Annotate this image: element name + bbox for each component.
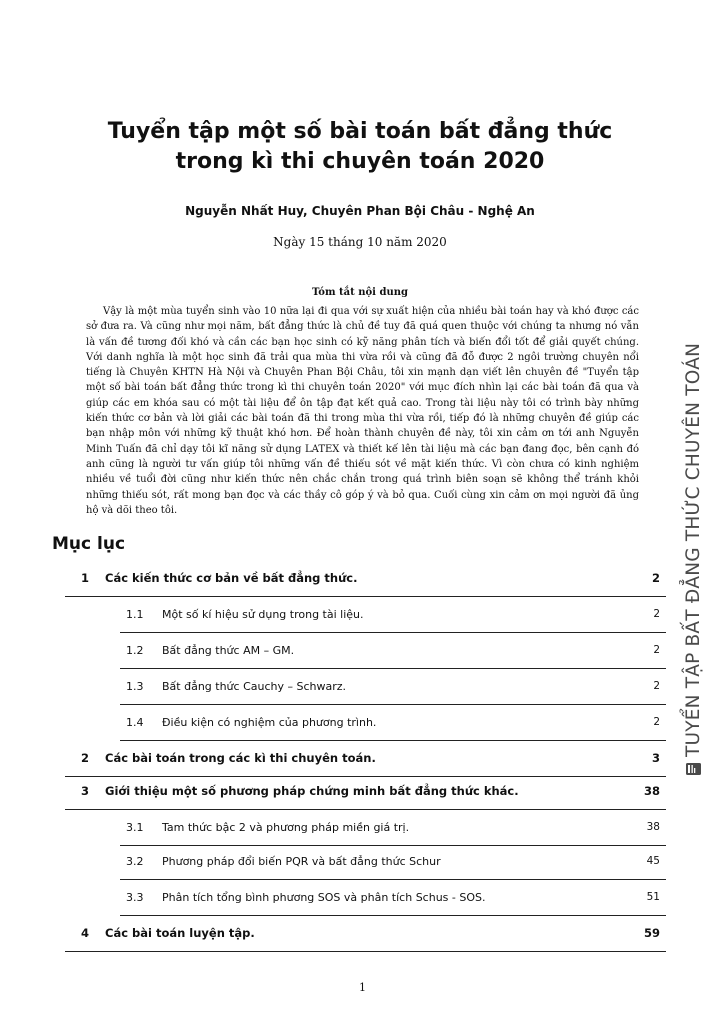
toc-entry-number: 3.3 (126, 890, 144, 904)
author: Nguyễn Nhất Huy, Chuyên Phan Bội Châu - Nghệ An (185, 204, 535, 218)
toc-entry-text: Các bài toán trong các kì thi chuyên toán. (105, 751, 376, 765)
toc-entry[interactable] (120, 632, 666, 669)
toc-entry-number: 2 (80, 751, 89, 765)
toc-entry-page: 45 (646, 855, 660, 867)
toc-entry-number: 1.4 (126, 715, 144, 729)
toc-entry-text: Một số kí hiệu sử dụng trong tài liệu. (162, 607, 364, 621)
toc-entry-text: Bất đẳng thức AM – GM. (162, 643, 295, 657)
toc-entry[interactable] (120, 704, 666, 741)
toc-entry[interactable] (120, 809, 666, 846)
toc-entry-text: Tam thức bậc 2 và phương pháp miền giá trị. (162, 820, 410, 834)
side-banner-text: TUYỂN TẬP BẤT ĐẲNG THỨC CHUYÊN TOÁN (683, 342, 704, 757)
toc-entry[interactable] (65, 773, 666, 810)
toc-entry-number: 3.2 (126, 854, 144, 868)
toc-entry[interactable] (65, 560, 666, 597)
toc-entry-number: 1 (80, 571, 89, 585)
toc-entry-text: Các bài toán luyện tập. (105, 926, 255, 940)
toc-entry-text: Bất đẳng thức Cauchy – Schwarz. (162, 679, 347, 693)
toc-entry-number: 1.2 (126, 643, 144, 657)
toc-entry-page: 38 (643, 784, 660, 798)
toc-entry-number: 4 (80, 926, 89, 940)
toc-entry-page: 38 (646, 821, 660, 833)
toc-entry[interactable] (120, 843, 666, 880)
toc-entry-page: 2 (653, 608, 660, 620)
toc-entry-text: Điều kiện có nghiệm của phương trình. (162, 715, 377, 729)
page-number: 1 (359, 981, 366, 994)
document-title (60, 117, 660, 177)
title-line-2: trong kì thi chuyên toán 2020 (175, 149, 545, 174)
toc-entry-page: 2 (653, 680, 660, 692)
toc-entry-text: Giới thiệu một số phương pháp chứng minh bất đẳng thức khác. (105, 784, 519, 798)
date: Ngày 15 tháng 10 năm 2020 (273, 235, 447, 249)
toc-entry-page: 59 (643, 926, 660, 940)
toc-entry-text: Phân tích tổng bình phương SOS và phân tích Schus - SOS. (162, 890, 486, 904)
toc-entry-number: 1.3 (126, 679, 144, 693)
abstract-heading: Tóm tắt nội dung (312, 287, 408, 298)
toc-entry-number: 1.1 (126, 607, 144, 621)
toc-entry[interactable] (65, 915, 666, 952)
toc-heading: Mục lục (52, 534, 126, 554)
toc-entry-text: Các kiến thức cơ bản về bất đẳng thức. (105, 571, 358, 585)
toc-entry[interactable] (65, 740, 666, 777)
toc-entry[interactable] (120, 879, 666, 916)
toc-entry[interactable] (120, 668, 666, 705)
toc-entry-page: 2 (653, 644, 660, 656)
abstract-text: Vậy là một mùa tuyển sinh vào 10 nữa lại đi qua với sự xuất hiện của nhiều bài toán hay và khó được các sở đưa ra. Và cũng như mọi năm, bất đẳng thức là chủ đề tuy đã quá quen thuộc với chúng ta nhưng nó vẫn là vấn đề tương đối khó và cần các bạn học sinh có kỹ năng phân tích và biến đổi tốt để giải quyết chúng. Với danh nghĩa là một học sinh đã trải qua mùa thi vừa rồi và cũng đã đỗ được 2 ngôi trường chuyên nổi tiếng là Chuyên KHTN Hà Nội và Chuyên Phan Bội Châu, tôi xin mạnh dạn viết lên chuyên đề "Tuyển tập một số bài toán bất đẳng thức trong kì thi chuyên toán 2020" với mục đích nhìn lại các bài toán đã qua và giúp các em khóa sau có một tài liệu để ôn tập đạt kết quả cao. Trong tài liệu này tôi có trình bày những kiến thức cơ bản và lời giải các bài toán đã thi trong mùa thi vừa rồi, tiếp đó là những chuyên đề giúp các bạn nhập môn với những kỹ thuật khó hơn. Để hoàn thành chuyên đề này, tôi xin cảm ơn tới anh Nguyễn Minh Tuấn đã chỉ dạy tôi kĩ năng sử dụng LATEX và thiết kế lên tài liệu mà các bạn đang đọc, bên cạnh đó anh cũng là người tư vấn giúp tôi những vấn đề thiếu sót về mặt kiến thức. Vì còn chưa có kinh nghiệm nhiều về tuổi đời cũng như kiến thức nên chắc chắn trong quá trình biên soạn sẽ không thể tránh khỏi những thiếu sót, rất mong bạn đọc và các thầy cô góp ý và bỏ qua. Cuối cùng xin cảm ơn mọi người đã ủng hộ và dõi theo tôi. (86, 306, 639, 516)
toc-entry-page: 51 (646, 891, 660, 903)
toc-entry-number: 3 (80, 784, 89, 798)
toc-entry-text: Phương pháp đổi biến PQR và bất đẳng thức Schur (162, 854, 441, 868)
title-line-1: Tuyển tập một số bài toán bất đẳng thức (107, 119, 613, 144)
side-banner (683, 343, 704, 776)
toc-entry-page: 2 (651, 571, 660, 585)
toc-entry-number: 3.1 (126, 820, 144, 834)
book-icon (685, 762, 702, 776)
toc-entry-page: 2 (653, 716, 660, 728)
toc-entry[interactable] (120, 596, 666, 633)
toc-entry-page: 3 (651, 751, 660, 765)
